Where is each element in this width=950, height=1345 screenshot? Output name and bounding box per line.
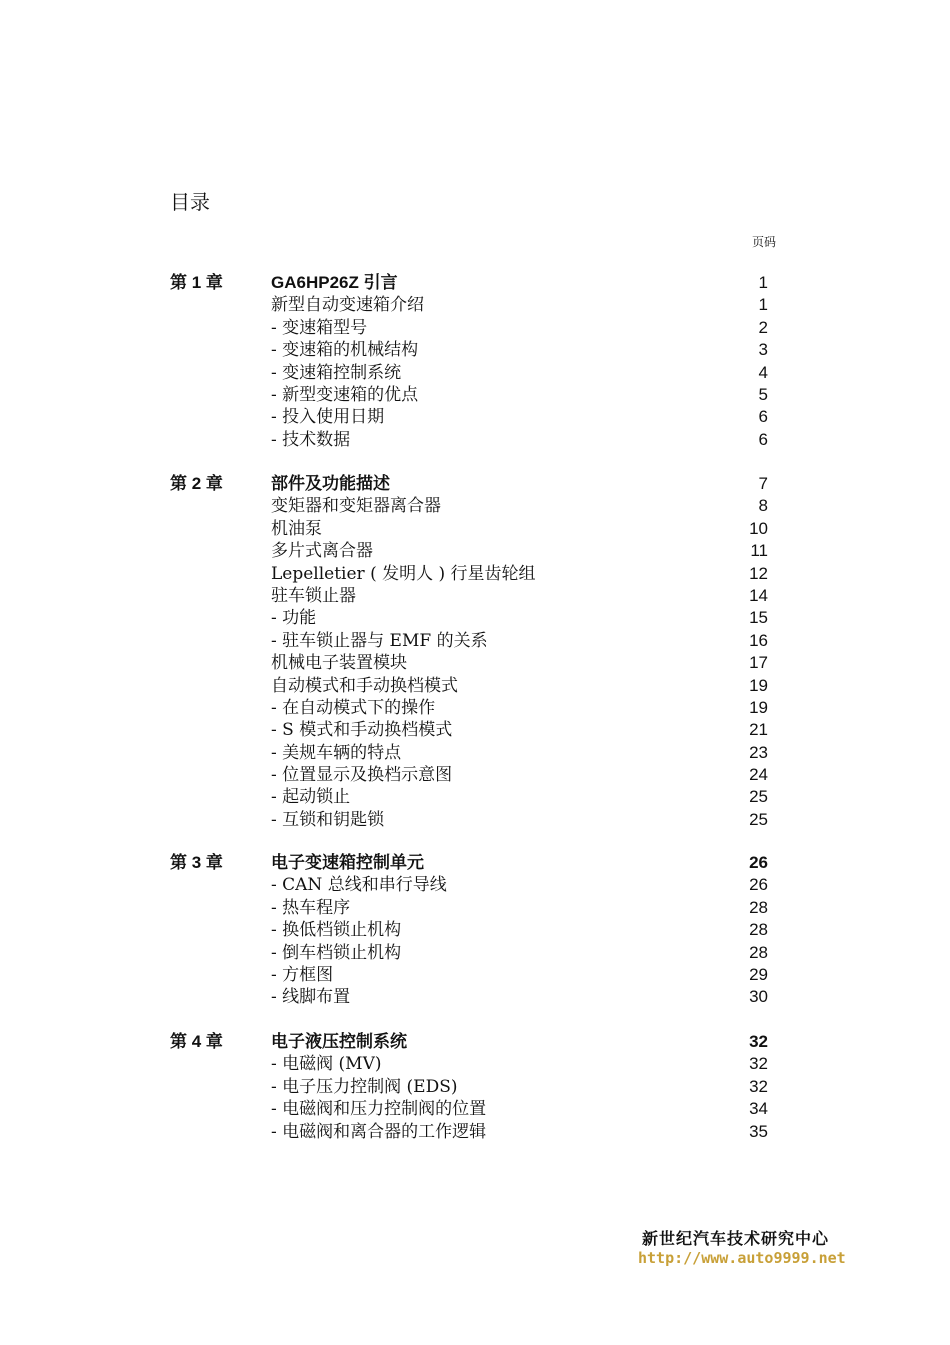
page-column-header: 页码 (752, 235, 777, 249)
toc-entry-row[interactable] (170, 294, 770, 316)
toc-entry-page-number: 35 (749, 1121, 768, 1141)
toc-entry-title: - 驻车锁止器与 EMF 的关系 (271, 630, 488, 651)
toc-entry-page-number: 11 (750, 541, 768, 561)
toc-chapter (170, 473, 770, 831)
toc-entry-title: 多片式离合器 (271, 541, 373, 562)
toc-entry-title: 机械电子装置模块 (271, 653, 407, 674)
toc-entry-row[interactable] (170, 563, 770, 585)
toc-entry-title: - 电磁阀 (MV) (271, 1054, 382, 1075)
toc-entry-title: - S 模式和手动换档模式 (271, 720, 453, 741)
toc-entry-page-number: 10 (749, 518, 768, 538)
toc-entry-row[interactable] (170, 1121, 770, 1143)
toc-entry-title: - 新型变速箱的优点 (271, 384, 419, 405)
toc-chapter-heading-row[interactable] (170, 272, 770, 294)
toc-entry-title: Lepelletier ( 发明人 ) 行星齿轮组 (271, 563, 536, 584)
toc-entry-title: - 技术数据 (271, 429, 351, 450)
toc-entry-row[interactable] (170, 964, 770, 986)
toc-entry-title: - 线脚布置 (271, 987, 351, 1008)
toc-entry-title: - 在自动模式下的操作 (271, 697, 436, 718)
toc-entry-title: - 美规车辆的特点 (271, 742, 402, 763)
toc-entry-row[interactable] (170, 809, 770, 831)
toc-entry-page-number: 25 (749, 787, 768, 807)
toc-entry-title: - 功能 (271, 608, 317, 629)
toc-entry-page-number: 23 (749, 742, 768, 762)
toc-entry-row[interactable] (170, 764, 770, 786)
toc-entry-title: - 热车程序 (271, 897, 351, 918)
toc-entry-title: - 位置显示及换档示意图 (271, 765, 453, 786)
toc-entry-page-number: 1 (758, 295, 768, 315)
toc-entry-title: - 电磁阀和压力控制阀的位置 (271, 1099, 487, 1120)
toc-entry-page-number: 32 (749, 1032, 768, 1051)
toc-entry-row[interactable] (170, 1098, 770, 1120)
toc-entry-page-number: 7 (758, 474, 768, 493)
toc-entry-row[interactable] (170, 742, 770, 764)
toc-entry-page-number: 3 (758, 340, 768, 360)
toc-entry-page-number: 1 (758, 273, 768, 292)
toc-entry-page-number: 16 (749, 630, 768, 650)
toc-entry-row[interactable] (170, 429, 770, 451)
toc-entry-page-number: 4 (758, 362, 768, 382)
toc-entry-title: - 换低档锁止机构 (271, 920, 402, 941)
toc-entry-title: 自动模式和手动换档模式 (271, 675, 458, 696)
toc-entry-title: - 倒车档锁止机构 (271, 942, 402, 963)
toc-entry-row[interactable] (170, 986, 770, 1008)
toc-entry-row[interactable] (170, 518, 770, 540)
toc-entry-row[interactable] (170, 630, 770, 652)
toc-entry-page-number: 32 (749, 1076, 768, 1096)
toc-entry-title: - 电子压力控制阀 (EDS) (271, 1076, 458, 1097)
toc-entry-page-number: 28 (749, 897, 768, 917)
toc-entry-page-number: 26 (749, 875, 768, 895)
toc-entry-title: - 方框图 (271, 964, 334, 985)
toc-entry-page-number: 32 (749, 1054, 768, 1074)
toc-entry-title: 电子变速箱控制单元 (271, 853, 424, 872)
publisher-url[interactable]: http://www.auto9999.net (638, 1249, 846, 1267)
toc-entry-row[interactable] (170, 697, 770, 719)
toc-entry-title: 机油泵 (271, 518, 322, 539)
toc-entry-row[interactable] (170, 897, 770, 919)
toc-entry-page-number: 5 (758, 384, 768, 404)
toc-entry-page-number: 29 (749, 964, 768, 984)
toc-entry-page-number: 8 (758, 496, 768, 516)
toc-chapter-heading-row[interactable] (170, 473, 770, 495)
toc-entry-page-number: 15 (749, 608, 768, 628)
toc-entry-title: - 互锁和钥匙锁 (271, 809, 385, 830)
toc-entry-row[interactable] (170, 384, 770, 406)
toc-chapter (170, 1031, 770, 1143)
toc-entry-title: - 变速箱控制系统 (271, 362, 402, 383)
toc-entry-page-number: 28 (749, 942, 768, 962)
toc-chapter (170, 272, 770, 451)
toc-entry-row[interactable] (170, 652, 770, 674)
chapter-label: 第 1 章 (170, 273, 223, 292)
toc-entry-page-number: 24 (749, 765, 768, 785)
toc-entry-row[interactable] (170, 540, 770, 562)
toc-entry-row[interactable] (170, 1076, 770, 1098)
toc-entry-page-number: 14 (749, 585, 768, 605)
chapter-label: 第 2 章 (170, 474, 223, 493)
toc-entry-page-number: 12 (749, 563, 768, 583)
toc-entry-title: GA6HP26Z 引言 (271, 273, 398, 292)
chapter-label: 第 4 章 (170, 1032, 223, 1051)
toc-entry-row[interactable] (170, 786, 770, 808)
toc-entry-title: - 投入使用日期 (271, 407, 385, 428)
toc-entry-title: - CAN 总线和串行导线 (271, 875, 447, 896)
toc-entry-page-number: 26 (749, 853, 768, 872)
toc-entry-title: 部件及功能描述 (271, 474, 390, 493)
toc-chapter-heading-row[interactable] (170, 852, 770, 874)
toc-entry-row[interactable] (170, 919, 770, 941)
toc-entry-row[interactable] (170, 362, 770, 384)
toc-entry-title: 驻车锁止器 (271, 585, 356, 606)
toc-entry-page-number: 19 (749, 697, 768, 717)
toc-entry-row[interactable] (170, 1053, 770, 1075)
toc-entry-title: - 变速箱型号 (271, 317, 368, 338)
toc-entry-title: 电子液压控制系统 (271, 1032, 407, 1051)
toc-entry-title: - 变速箱的机械结构 (271, 340, 419, 361)
toc-entry-title: - 电磁阀和离合器的工作逻辑 (271, 1121, 487, 1142)
toc-entry-title: - 起动锁止 (271, 787, 351, 808)
toc-entry-page-number: 28 (749, 920, 768, 940)
toc-entry-row[interactable] (170, 339, 770, 361)
toc-entry-page-number: 17 (749, 653, 768, 673)
toc-entry-page-number: 6 (758, 429, 768, 449)
toc-entry-row[interactable] (170, 675, 770, 697)
publisher-name: 新世纪汽车技术研究中心 (642, 1229, 830, 1248)
toc-entry-page-number: 25 (749, 809, 768, 829)
toc-entry-title: 新型自动变速箱介绍 (271, 295, 424, 316)
toc-entry-page-number: 2 (758, 317, 768, 337)
toc-entry-row[interactable] (170, 406, 770, 428)
toc-entry-row[interactable] (170, 719, 770, 741)
toc-entry-page-number: 21 (749, 720, 768, 740)
toc-entry-row[interactable] (170, 585, 770, 607)
toc-entry-title: 变矩器和变矩器离合器 (271, 496, 441, 517)
toc-entry-row[interactable] (170, 874, 770, 896)
toc-entry-page-number: 6 (758, 407, 768, 427)
toc-entry-page-number: 19 (749, 675, 768, 695)
toc-title: 目录 (170, 190, 210, 214)
toc-entry-page-number: 30 (749, 987, 768, 1007)
chapter-label: 第 3 章 (170, 853, 223, 872)
toc-entry-row[interactable] (170, 495, 770, 517)
toc-entry-row[interactable] (170, 942, 770, 964)
toc-chapter (170, 852, 770, 1009)
toc-entry-row[interactable] (170, 607, 770, 629)
toc-entry-row[interactable] (170, 317, 770, 339)
toc-chapter-heading-row[interactable] (170, 1031, 770, 1053)
toc-entry-page-number: 34 (749, 1099, 768, 1119)
